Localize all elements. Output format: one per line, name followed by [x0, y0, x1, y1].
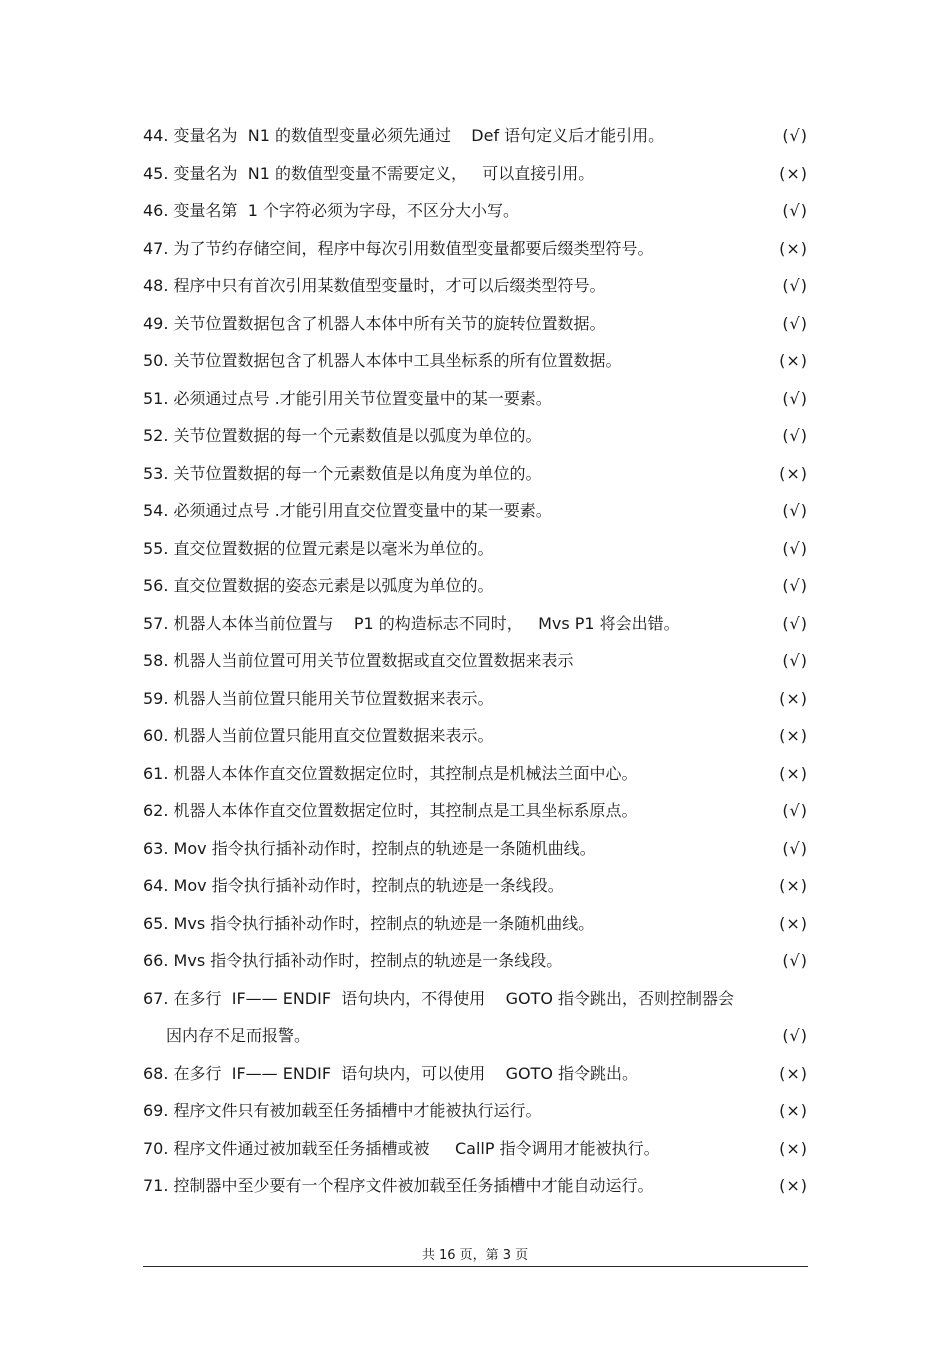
- item-number: 50.: [143, 351, 169, 370]
- answer-mark: (×): [779, 688, 808, 708]
- item-statement: 机器人本体当前位置与 P1 的构造标志不同时， Mvs P1 将会出错。: [173, 613, 680, 633]
- list-item: [143, 237, 808, 275]
- list-item: [143, 537, 808, 575]
- answer-mark: (√): [782, 313, 808, 333]
- item-number: 68.: [143, 1063, 169, 1083]
- item-number: 71.: [143, 1176, 169, 1195]
- answer-mark: (×): [779, 1101, 808, 1120]
- answer-mark: (×): [779, 763, 808, 783]
- item-number: 70.: [143, 1138, 169, 1158]
- item-statement: 直交位置数据的姿态元素是以弧度为单位的。: [173, 576, 494, 595]
- list-item: [143, 274, 808, 312]
- item-statement: 程序文件通过被加载至任务插槽或被 CallP 指令调用才能被执行。: [173, 1138, 660, 1158]
- list-item: [143, 1099, 808, 1137]
- item-statement: 关节位置数据包含了机器人本体中工具坐标系的所有位置数据。: [173, 351, 622, 370]
- item-statement: 必须通过点号 .才能引用直交位置变量中的某一要素。: [173, 501, 552, 520]
- list-item: [143, 199, 808, 237]
- list-item: [143, 724, 808, 762]
- question-list: [143, 124, 808, 1212]
- answer-mark: (×): [779, 913, 808, 933]
- item-number: 54.: [143, 501, 169, 520]
- item-statement: 机器人本体作直交位置数据定位时，其控制点是机械法兰面中心。: [173, 763, 638, 783]
- list-item: [143, 499, 808, 537]
- answer-mark: (√): [782, 1025, 808, 1045]
- item-statement: 在多行 IF—— ENDIF 语句块内，可以使用 GOTO 指令跳出。: [173, 1063, 639, 1083]
- item-number: 53.: [143, 463, 169, 483]
- list-item: [143, 1137, 808, 1175]
- answer-mark: (×): [779, 238, 808, 258]
- list-item: [143, 762, 808, 800]
- item-number: 64.: [143, 876, 169, 895]
- item-statement: 变量名为 N1 的数值型变量不需要定义， 可以直接引用。: [173, 163, 595, 183]
- answer-mark: (√): [782, 126, 808, 145]
- answer-mark: (×): [779, 1176, 808, 1195]
- answer-mark: (×): [779, 163, 808, 183]
- list-item: [143, 874, 808, 912]
- list-item: [143, 387, 808, 425]
- list-item: [143, 124, 808, 162]
- answer-mark: (×): [779, 876, 808, 895]
- item-number: 49.: [143, 313, 169, 333]
- list-item: [143, 612, 808, 650]
- item-statement: 在多行 IF—— ENDIF 语句块内，不得使用 GOTO 指令跳出，否则控制器会: [173, 988, 735, 1008]
- item-statement: Mvs 指令执行插补动作时，控制点的轨迹是一条随机曲线。: [173, 913, 595, 933]
- answer-mark: (√): [782, 426, 808, 445]
- answer-mark: (×): [779, 351, 808, 370]
- list-item: [143, 349, 808, 387]
- item-number: 63.: [143, 838, 169, 858]
- answer-mark: (√): [782, 801, 808, 820]
- list-item: [143, 1062, 808, 1100]
- answer-mark: (√): [782, 613, 808, 633]
- item-number: 48.: [143, 276, 169, 295]
- item-statement: Mvs 指令执行插补动作时，控制点的轨迹是一条线段。: [173, 951, 563, 970]
- list-item: [143, 462, 808, 500]
- item-number: 69.: [143, 1101, 169, 1120]
- answer-mark: (√): [782, 388, 808, 408]
- item-statement: Mov 指令执行插补动作时，控制点的轨迹是一条随机曲线。: [173, 838, 596, 858]
- list-item: [143, 687, 808, 725]
- answer-mark: (√): [782, 838, 808, 858]
- list-item: [143, 837, 808, 875]
- item-number: 60.: [143, 726, 169, 745]
- item-statement-continued: 因内存不足而报警。: [166, 1025, 311, 1045]
- answer-mark: (√): [782, 651, 808, 670]
- item-number: 45.: [143, 163, 169, 183]
- item-statement: 机器人当前位置可用关节位置数据或直交位置数据来表示: [173, 651, 574, 670]
- item-statement: 变量名为 N1 的数值型变量必须先通过 Def 语句定义后才能引用。: [173, 126, 665, 145]
- item-number: 58.: [143, 651, 169, 670]
- item-statement: 变量名第 1 个字符必须为字母，不区分大小写。: [173, 201, 519, 220]
- list-item: [143, 949, 808, 987]
- item-number: 52.: [143, 426, 169, 445]
- list-item: [143, 424, 808, 462]
- item-number: 51.: [143, 388, 169, 408]
- answer-mark: (√): [782, 501, 808, 520]
- answer-mark: (×): [779, 463, 808, 483]
- footer-rule: [143, 1266, 808, 1267]
- item-statement: 机器人当前位置只能用关节位置数据来表示。: [173, 688, 494, 708]
- answer-mark: (√): [782, 538, 808, 558]
- item-number: 62.: [143, 801, 169, 820]
- item-statement: 直交位置数据的位置元素是以毫米为单位的。: [173, 538, 494, 558]
- item-number: 55.: [143, 538, 169, 558]
- list-item: [143, 312, 808, 350]
- item-statement: 控制器中至少要有一个程序文件被加载至任务插槽中才能自动运行。: [173, 1176, 654, 1195]
- item-statement: 机器人本体作直交位置数据定位时，其控制点是工具坐标系原点。: [173, 801, 638, 820]
- item-number: 44.: [143, 126, 169, 145]
- answer-mark: (×): [779, 726, 808, 745]
- item-number: 59.: [143, 688, 169, 708]
- item-statement: 关节位置数据的每一个元素数值是以角度为单位的。: [173, 463, 542, 483]
- answer-mark: (×): [779, 1063, 808, 1083]
- item-number: 65.: [143, 913, 169, 933]
- page-footer: 共 16 页，第 3 页: [421, 1248, 529, 1263]
- answer-mark: (√): [782, 951, 808, 970]
- list-item: [143, 799, 808, 837]
- item-statement: 为了节约存储空间，程序中每次引用数值型变量都要后缀类型符号。: [173, 238, 654, 258]
- list-item: [143, 987, 808, 1062]
- item-number: 66.: [143, 951, 169, 970]
- item-number: 56.: [143, 576, 169, 595]
- item-statement: 程序中只有首次引用某数值型变量时，才可以后缀类型符号。: [173, 276, 606, 295]
- answer-mark: (√): [782, 576, 808, 595]
- answer-mark: (×): [779, 1138, 808, 1158]
- item-statement: 机器人当前位置只能用直交位置数据来表示。: [173, 726, 494, 745]
- item-number: 61.: [143, 763, 169, 783]
- item-statement: 必须通过点号 .才能引用关节位置变量中的某一要素。: [173, 388, 552, 408]
- list-item: [143, 912, 808, 950]
- item-number: 47.: [143, 238, 169, 258]
- list-item: [143, 1174, 808, 1212]
- item-number: 46.: [143, 201, 169, 220]
- item-number: 67.: [143, 988, 169, 1008]
- item-statement: 关节位置数据包含了机器人本体中所有关节的旋转位置数据。: [173, 313, 606, 333]
- item-number: 57.: [143, 613, 169, 633]
- list-item: [143, 649, 808, 687]
- answer-mark: (√): [782, 201, 808, 220]
- answer-mark: (√): [782, 276, 808, 295]
- item-statement: 程序文件只有被加载至任务插槽中才能被执行运行。: [173, 1101, 542, 1120]
- item-statement: 关节位置数据的每一个元素数值是以弧度为单位的。: [173, 426, 542, 445]
- item-statement: Mov 指令执行插补动作时，控制点的轨迹是一条线段。: [173, 876, 564, 895]
- list-item: [143, 162, 808, 200]
- list-item: [143, 574, 808, 612]
